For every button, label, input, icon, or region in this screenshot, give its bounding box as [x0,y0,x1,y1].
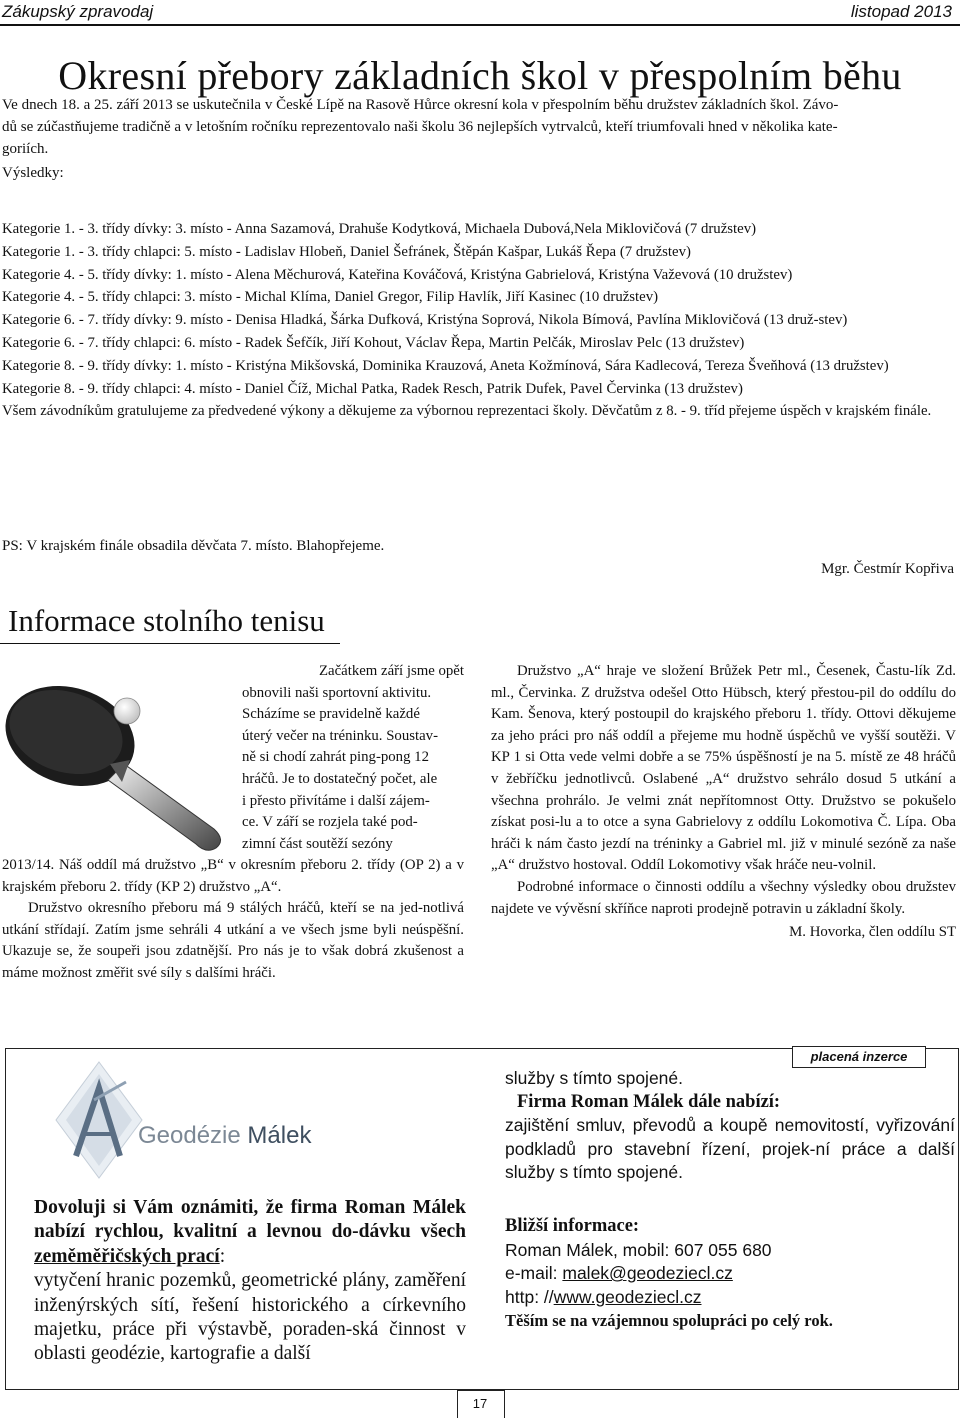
ad-services-end: služby s tímto spojené. [505,1068,683,1088]
result-row: Kategorie 4. - 5. třídy dívky: 1. místo - Alena Měchurová, Kateřina Kováčová, Kristýna Gabrielová, Kristýna Važevová (10 družstev) [2,266,793,283]
geodezie-logo [54,1060,474,1180]
ad-offer-heading: Firma Roman Málek dále nabízí: [517,1091,781,1112]
results-list [2,218,955,423]
result-row: Kategorie 6. - 7. třídy chlapci: 6. místo - Radek Šefčík, Jiří Kohout, Václav Řepa, Martin Pelčák, Miroslav Pelc (13 družstev) [2,334,745,351]
result-row: Kategorie 8. - 9. třídy dívky: 1. místo - Kristýna Mikšovská, Dominika Krauzová, Aneta Kožmínová, Sára Kadlecová, Tereza Šveňhová (13 družstev) [2,357,889,374]
article-author: Mgr. Čestmír Kopřiva [821,561,954,577]
result-row: Kategorie 4. - 5. třídy chlapci: 3. místo - Michal Klíma, Daniel Gregor, Filip Havlík, Jiří Kasinec (10 družstev) [2,289,659,306]
ad-contact-name: Roman Málek, mobil: 607 055 680 [505,1239,772,1260]
wrap-line: obnovili naši sportovní aktivitu. [242,684,432,701]
ad-web-link[interactable]: www.geodeziecl.cz [553,1286,702,1307]
issue-date: listopad 2013 [850,2,952,21]
ad-offer-text: zajištění smluv, převodů a koupě nemovitostí, vyřizování podkladů pro stavební řízení, projek-ní práce a další služby s tímto spojené. [505,1115,955,1183]
ad-colon: : [219,1245,226,1267]
wrap-line: hráčů. Je to dostatečný počet, ale [242,770,438,787]
ad-info-heading: Bližší informace: [505,1215,640,1236]
wrap-line: Scházíme se pravidelně každé [242,706,420,723]
wrap-line: úterý večer na tréninku. Soustav- [242,727,438,744]
article-title: Okresní přebory základních škol v přespolním běhu [58,53,902,98]
left-paragraph: Družstvo okresního přeboru má 9 stálých hráčů, kteří se na jed-notlivá utkání střídají. Zatím jsme sehráli 4 utkání a ve všech jsme byli neúspěšní. Ukazuje se, že soupeři jsou zdatnější. Pro nás je to však dobrá zkušenost a máme možnost změřit své síly s dalšími hráči. [2,900,464,981]
ad-services-list: vytyčení hranic pozemků, geometrické plány, zaměření inženýrských sítí, řešení historického a církevního majetku, práce při výstavbě, poraden-ská činnost v oblasti geodézie, kartografie a další [34,1270,466,1365]
wrap-line: ce. V září se rozjela také pod- [242,814,418,831]
ping-pong-paddle-image [4,664,236,854]
ad-left-text [34,1196,466,1367]
result-row: Kategorie 1. - 3. třídy chlapci: 5. místo - Ladislav Hlobeň, Daniel Šefránek, Štěpán Kašpar, Lukáš Řepa (7 družstev) [2,243,691,260]
wrap-line: Začátkem září jsme opět [318,663,464,679]
wrap-line: zimní část soutěží sezóny [242,835,393,852]
ad-surveying-works: zeměměřičských prací [34,1245,220,1267]
wrap-line: ně si chodí zahrát ping-pong 12 [242,749,429,766]
congrats-paragraph: Všem závodníkům gratulujeme za předvedené výkony a děkujeme za výbornou reprezentaci školy. Děvčatům z 8. - 9. tříd přejeme úspěch v krajském finále. [2,403,932,420]
intro-line: dů se zúčastňujeme tradičně a v letošním ročníku reprezentovalo naši školu 36 nejlepších vytrvalců, kteří triumfovali hned v několika kate- [2,119,838,135]
magazine-title: Zákupský zpravodaj [2,2,154,21]
header-rule [0,24,960,26]
ps-note: PS: V krajském finále obsadila děvčata 7. místo. Blahopřejeme. [2,538,385,554]
ad-intro: Dovoluji si Vám oznámiti, že firma Roman Málek nabízí rychlou, kvalitní a levnou do-dávku všech [34,1197,466,1243]
intro-line: goriích. [2,141,49,157]
section-title: Informace stolního tenisu [8,603,325,638]
page-number: 17 [472,1396,488,1411]
right-paragraph: Podrobné informace o činnosti oddílu a všechny výsledky obou družstev najdete ve vývěsní skříňce naproti prodejně potravin u základní školy. [491,878,956,917]
section-author: M. Hovorka, člen oddílu ST [789,924,956,941]
ad-label: placená inzerce [792,1046,926,1068]
section-rule [0,643,340,644]
right-paragraph: Družstvo „A“ hraje ve složení Brůžek Petr ml., Česenek, Častu-lík Zd. ml., Červinka. Z družstva odešel Otto Hübsch, který přestou-pil do oddílu do Kam. Šenova, který postoupil do krajského přeboru 1. třídy. Ottovi děkujeme za jeho práci pro náš oddíl a přejeme mu hodně úspěchů ve vyšší soutěži. V KP 1 si Otta vede velmi dobře a se 75% úspěšností je na 5. místě ze 48 hráčů v žebříčku jednotlivců. Oslabené „A“ družstvo sehrálo dosud 5 utkání a všechna prohrálo. Je velmi znát nepřítomnost Otty. Družstvo se pokušelo získat posi-lu a to otce a syna Gabrielovy z oddílu Lokomotiva Č. Lípa. Oba hráči k nám často jezdí na tréninky a Gabriel ml. již v minulé sezóně za naše „A“ družstvo hostoval. Oddíl Lokomotivy však hráče neu-volnil. [491,663,956,874]
logo-text-geodezie: Geodézie [138,1122,241,1149]
result-row: Kategorie 1. - 3. třídy dívky: 3. místo - Anna Sazamová, Drahuše Kodytková, Michaela Dubová,Nela Miklovičová (7 družstev) [2,221,757,237]
ad-email-link[interactable]: malek@geodeziecl.cz [562,1263,733,1284]
ad-right-text [505,1067,955,1333]
result-row: Kategorie 6. - 7. třídy dívky: 9. místo - Denisa Hladká, Šárka Dufková, Kristýna Soprová, Nikola Bímová, Pavlína Miklovičová (13 druž-stev) [2,312,848,329]
intro-line: Ve dnech 18. a 25. září 2013 se uskutečnila v České Lípě na Rasově Hůrce okresní kola v přespolním běhu družstev základních škol. Závo- [2,97,839,113]
ad-email-prefix: e-mail: [505,1263,563,1284]
result-row: Kategorie 8. - 9. třídy chlapci: 4. místo - Daniel Číž, Michal Patka, Radek Resch, Patrik Dufek, Pavel Červinka (13 družstev) [2,380,743,397]
logo-text-malek: Málek [247,1122,312,1149]
right-column [491,661,956,944]
wrap-line: i přesto přivítáme i další zájem- [242,792,430,809]
left-paragraph: 2013/14. Náš oddíl má družstvo „B“ v okresním přeboru 2. třídy (OP 2) a v krajském přeboru 2. třídy (KP 2) družstvo „A“. [2,857,464,895]
ad-web-prefix: http: // [505,1286,554,1307]
ad-closing: Těším se na vzájemnou spolupráci po celý rok. [505,1311,833,1331]
article-body [2,94,955,184]
logo-mark-icon [54,1060,144,1180]
results-label: Výsledky: [2,165,64,181]
left-column [2,855,464,985]
wrap-text [242,661,464,855]
